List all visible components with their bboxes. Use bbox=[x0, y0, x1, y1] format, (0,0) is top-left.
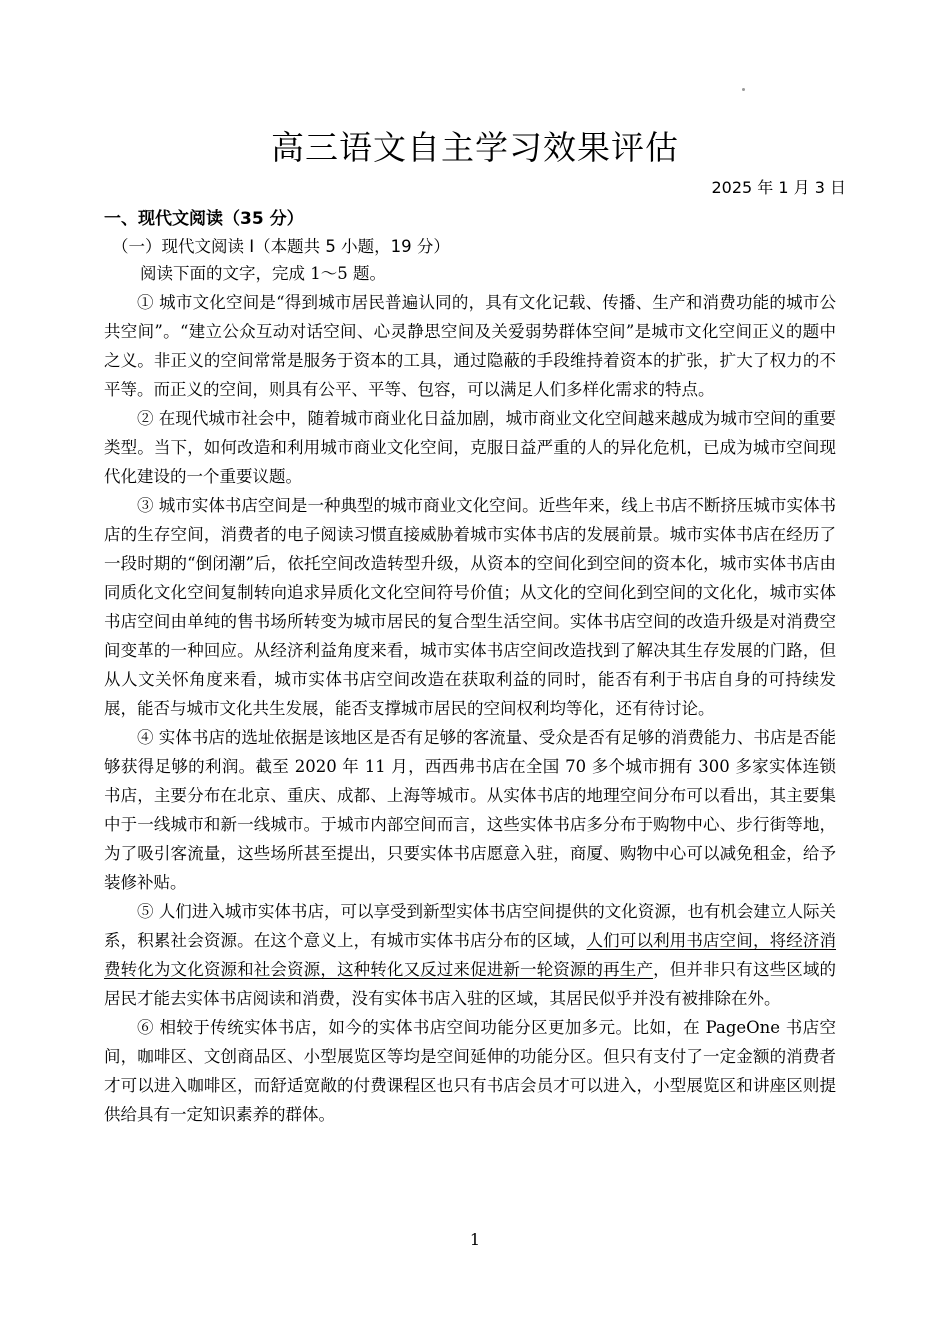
scan-dot bbox=[742, 88, 745, 91]
page-number: 1 bbox=[469, 1230, 481, 1249]
section-heading: 一、现代文阅读（35 分） bbox=[104, 209, 304, 229]
paragraph-1: ① 城市文化空间是“得到城市居民普遍认同的，具有文化记载、传播、生产和消费功能的城市公共空间”。“建立公众互动对话空间、心灵静思空间及关爱弱势群体空间”是城市文化空间正义的题中之义。非正义的空间常常是服务于资本的工具，通过隐蔽的手段维持着资本的扩张，扩大了权力的不平等。而正义的空间，则具有公平、平等、包容，可以满足人们多样化需求的特点。 bbox=[104, 293, 836, 399]
paragraph-4: ④ 实体书店的选址依据是该地区是否有足够的客流量、受众是否有足够的消费能力、书店是否能够获得足够的利润。截至 2020 年 11 月，西西弗书店在全国 70 多个城市拥有 300 多家实体连锁书店，主要分布在北京、重庆、成都、上海等城市。从实体书店的地理空间分布可以看出，其主要集中于一线城市和新一线城市。于城市内部空间而言，这些实体书店多分布于购物中心、步行街等地，为了吸引客流量，这些场所甚至提出，只要实体书店愿意入驻，商厦、购物中心可以减免租金，给予装修补贴。 bbox=[104, 728, 836, 892]
paragraph-3: ③ 城市实体书店空间是一种典型的城市商业文化空间。近些年来，线上书店不断挤压城市实体书店的生存空间，消费者的电子阅读习惯直接威胁着城市实体书店的发展前景。城市实体书店在经历了一段时期的“倒闭潮”后，依托空间改造转型升级，从资本的空间化到空间的资本化，城市实体书店由同质化文化空间复制转向追求异质化文化空间符号价值；从文化的空间化到空间的文化化，城市实体书店空间由单纯的售书场所转变为城市居民的复合型生活空间。实体书店空间的改造升级是对消费空间变革的一种回应。从经济利益角度来看，城市实体书店空间改造找到了解决其生存发展的门路，但从人文关怀角度来看，城市实体书店空间改造在获取利益的同时，能否有利于书店自身的可持续发展，能否与城市文化共生发展，能否支撑城市居民的空间权利均等化，还有待讨论。 bbox=[104, 496, 836, 718]
exam-date: 2025 年 1 月 3 日 bbox=[711, 178, 846, 197]
paragraph-6: ⑥ 相较于传统实体书店，如今的实体书店空间功能分区更加多元。比如，在 PageOne 书店空间，咖啡区、文创商品区、小型展览区等均是空间延伸的功能分区。但只有支付了一定金额的消费者才可以进入咖啡区，而舒适宽敞的付费课程区也只有书店会员才可以进入，小型展览区和讲座区则提供给具有一定知识素养的群体。 bbox=[104, 1018, 836, 1124]
reading-passage bbox=[104, 288, 836, 1129]
paragraph-5 bbox=[104, 897, 836, 1013]
paragraph-5-lead: ⑤ 人们进入城市实体书店，可以享受到新型实体书店空间提供的文化资源，也有机会建立人际关系，积累社会资源。在这个意义上，有城市实体书店分布的区域， bbox=[104, 902, 836, 950]
reading-instruction: 阅读下面的文字，完成 1～5 题。 bbox=[140, 264, 386, 283]
subsection-heading: （一）现代文阅读 I（本题共 5 小题，19 分） bbox=[112, 237, 450, 256]
page-title: 高三语文自主学习效果评估 bbox=[271, 128, 679, 167]
paragraph-5-tail: ，但并非只有这些区域的居民才能去实体书店阅读和消费，没有实体书店入驻的区域，其居民似乎并没有被排除在外。 bbox=[104, 960, 837, 1008]
underlined-sentence: 人们可以利用书店空间，将经济消费转化为文化资源和社会资源，这种转化又反过来促进新一轮资源的再生产 bbox=[104, 931, 837, 979]
paragraph-2: ② 在现代城市社会中，随着城市商业化日益加剧，城市商业文化空间越来越成为城市空间的重要类型。当下，如何改造和利用城市商业文化空间，克服日益严重的人的异化危机，已成为城市空间现代化建设的一个重要议题。 bbox=[104, 409, 836, 486]
